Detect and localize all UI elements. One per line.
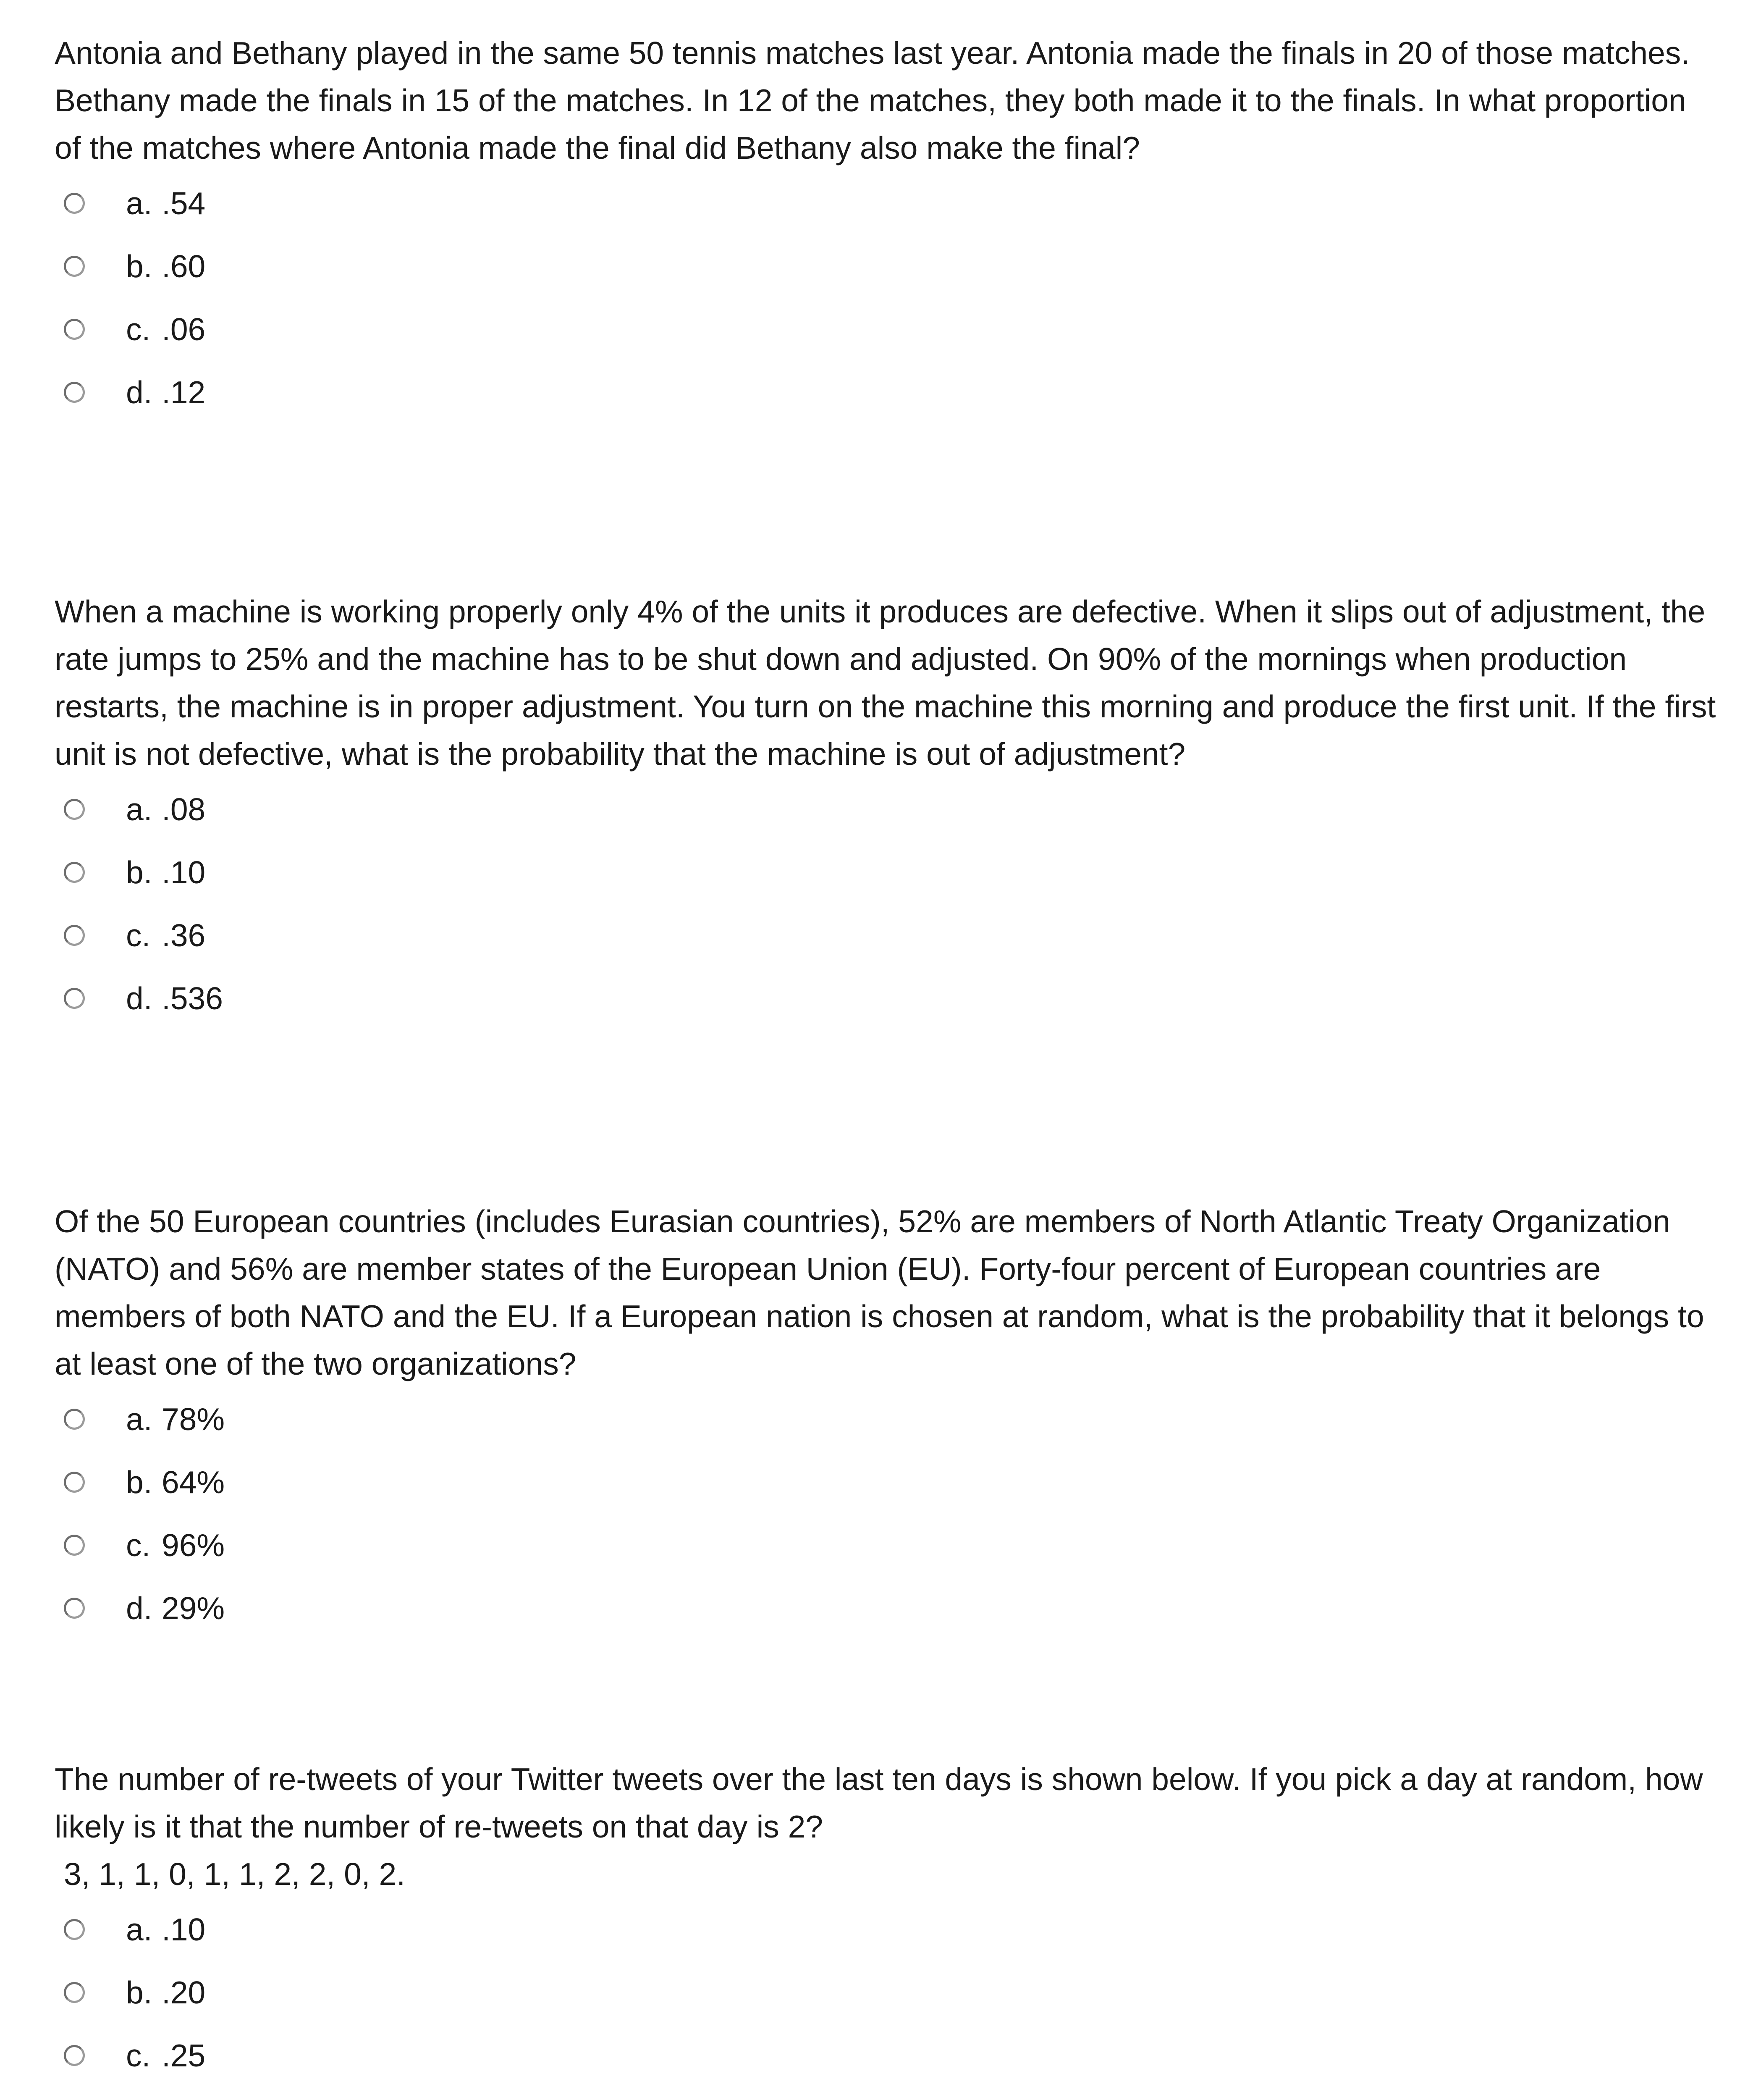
answer-option-a[interactable]	[55, 1388, 1717, 1451]
answer-options	[55, 1898, 1717, 2100]
radio-button-icon[interactable]	[64, 382, 85, 403]
option-letter: a.	[126, 1402, 152, 1437]
answer-option-c[interactable]	[55, 2024, 1717, 2087]
option-letter: b.	[126, 249, 152, 284]
radio-button-icon[interactable]	[64, 862, 85, 883]
answer-option-d[interactable]	[55, 2087, 1717, 2100]
radio-button-icon[interactable]	[64, 319, 85, 340]
option-letter: d.	[126, 1591, 152, 1626]
radio-button-icon[interactable]	[64, 2045, 85, 2066]
option-letter: c.	[126, 312, 151, 347]
option-value: .20	[162, 1975, 206, 2010]
option-letter: d.	[126, 375, 152, 410]
answer-option-b[interactable]	[55, 235, 1717, 298]
option-value: .06	[162, 312, 206, 347]
question-2	[55, 588, 1717, 1030]
radio-button-icon[interactable]	[64, 988, 85, 1009]
option-letter: d.	[126, 981, 152, 1016]
option-value: .08	[162, 792, 206, 827]
option-value: .60	[162, 249, 206, 284]
option-value: .10	[162, 855, 206, 890]
answer-option-c[interactable]	[55, 298, 1717, 361]
option-letter: b.	[126, 1465, 152, 1500]
radio-button-icon[interactable]	[64, 1409, 85, 1430]
option-value: 78%	[162, 1402, 225, 1437]
answer-option-d[interactable]	[55, 1577, 1717, 1640]
answer-option-c[interactable]	[55, 1514, 1717, 1577]
question-text: Of the 50 European countries (includes Eurasian countries), 52% are members of North Atlantic Treaty Organization (NATO) and 56% are member states of the European Union (EU). Forty-four percent of European countries are members of both NATO and the EU. If a European nation is chosen at random, what is the probability that it belongs to at least one of the two organizations?	[55, 1204, 1704, 1381]
option-value: 96%	[162, 1528, 225, 1563]
answer-option-a[interactable]	[55, 172, 1717, 235]
option-letter: b.	[126, 1975, 152, 2010]
radio-button-icon[interactable]	[64, 1535, 85, 1556]
question-text: Antonia and Bethany played in the same 50 tennis matches last year. Antonia made the finals in 20 of those matches. Bethany made the finals in 15 of the matches. In 12 of the matches, they both made it to the finals. In what proportion of the matches where Antonia made the final did Bethany also make the final?	[55, 35, 1690, 165]
option-letter: a.	[126, 792, 152, 827]
option-value: .25	[162, 2038, 206, 2073]
retweet-data: 3, 1, 1, 0, 1, 1, 2, 2, 0, 2.	[64, 1856, 406, 1892]
answer-option-a[interactable]	[55, 778, 1717, 841]
option-value: .10	[162, 1912, 206, 1947]
radio-button-icon[interactable]	[64, 256, 85, 277]
answer-options	[55, 1388, 1717, 1640]
answer-option-c[interactable]	[55, 904, 1717, 967]
question-text: The number of re-tweets of your Twitter tweets over the last ten days is shown below. If you pick a day at random, how likely is it that the number of re-tweets on that day is 2?	[55, 1761, 1703, 1844]
option-letter: a.	[126, 1912, 152, 1947]
question-3	[55, 1198, 1717, 1640]
answer-option-d[interactable]	[55, 967, 1717, 1030]
option-letter: c.	[126, 918, 151, 953]
radio-button-icon[interactable]	[64, 1919, 85, 1940]
answer-option-d[interactable]	[55, 361, 1717, 424]
answer-options	[55, 778, 1717, 1030]
option-value: .12	[162, 375, 206, 410]
option-value: 64%	[162, 1465, 225, 1500]
radio-button-icon[interactable]	[64, 925, 85, 946]
answer-options	[55, 172, 1717, 424]
radio-button-icon[interactable]	[64, 193, 85, 214]
radio-button-icon[interactable]	[64, 1598, 85, 1619]
option-letter: a.	[126, 186, 152, 221]
answer-option-b[interactable]	[55, 1961, 1717, 2024]
option-value: .536	[162, 981, 223, 1016]
option-value: .54	[162, 186, 206, 221]
option-value: 29%	[162, 1591, 225, 1626]
option-letter: b.	[126, 855, 152, 890]
question-4	[55, 1756, 1717, 2100]
radio-button-icon[interactable]	[64, 1982, 85, 2003]
question-text: When a machine is working properly only 4% of the units it produces are defective. When it slips out of adjustment, the rate jumps to 25% and the machine has to be shut down and adjusted. On 90% of the mornings when production restarts, the machine is in proper adjustment. You turn on the machine this morning and produce the first unit. If the first unit is not defective, what is the probability that the machine is out of adjustment?	[55, 594, 1716, 772]
answer-option-a[interactable]	[55, 1898, 1717, 1961]
radio-button-icon[interactable]	[64, 1472, 85, 1493]
answer-option-b[interactable]	[55, 1451, 1717, 1514]
answer-option-b[interactable]	[55, 841, 1717, 904]
option-letter: c.	[126, 1528, 151, 1563]
question-1	[55, 29, 1717, 424]
option-letter: c.	[126, 2038, 151, 2073]
radio-button-icon[interactable]	[64, 799, 85, 820]
option-value: .36	[162, 918, 206, 953]
